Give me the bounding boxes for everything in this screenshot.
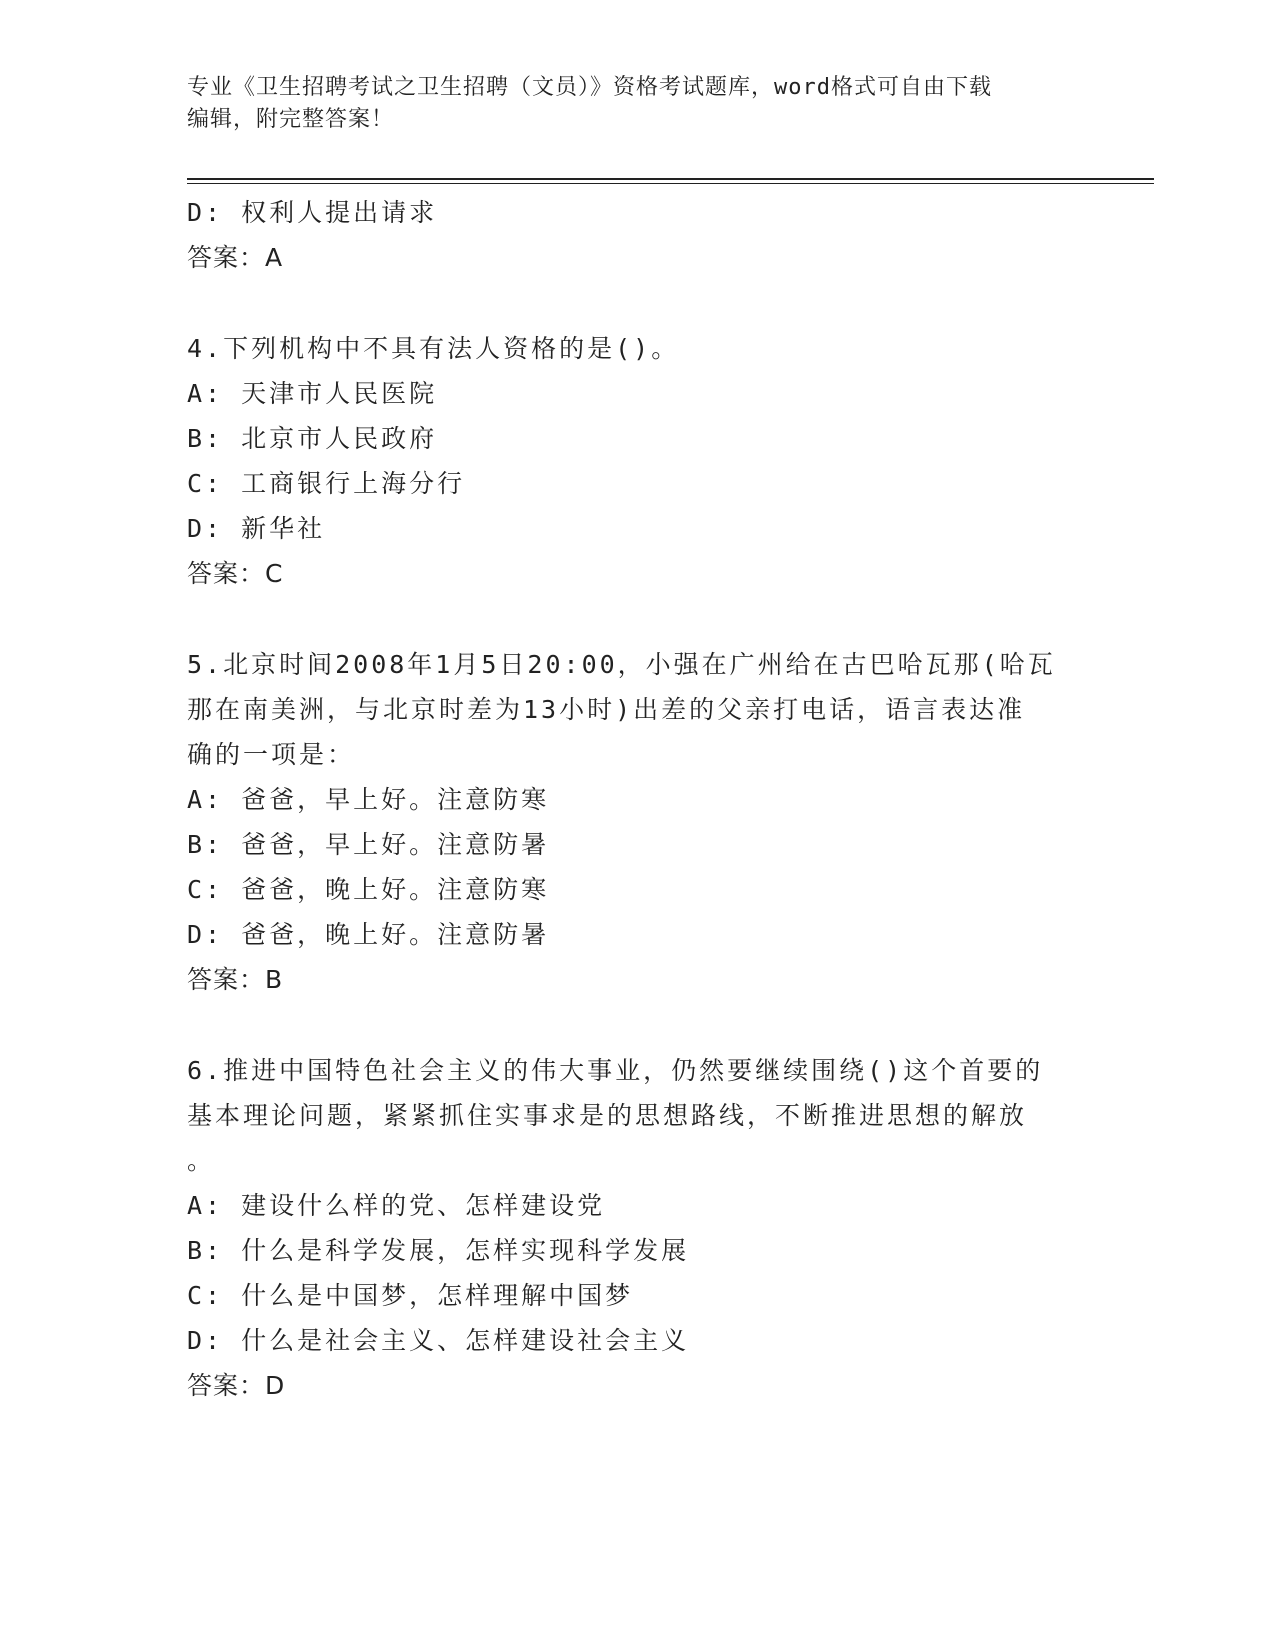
option-c: C: 什么是中国梦，怎样理解中国梦 bbox=[187, 1281, 634, 1310]
option-a: A: 爸爸，早上好。注意防寒 bbox=[187, 785, 550, 814]
header-line-2: 编辑，附完整答案！ bbox=[187, 107, 395, 132]
stem-line-2: 那在南美洲，与北京时差为13小时)出差的父亲打电话，语言表达准 bbox=[187, 695, 1026, 724]
option-c: C: 工商银行上海分行 bbox=[187, 469, 466, 498]
question-6 bbox=[187, 1048, 1087, 1408]
option-d: D: 新华社 bbox=[187, 514, 326, 543]
stem-line-3: 确的一项是： bbox=[187, 740, 356, 769]
option-d: D: 什么是社会主义、怎样建设社会主义 bbox=[187, 1326, 690, 1355]
option-b: B: 爸爸，早上好。注意防暑 bbox=[187, 830, 550, 859]
question-list bbox=[187, 190, 1087, 1408]
stem-line-2: 基本理论问题，紧紧抓住实事求是的思想路线，不断推进思想的解放 bbox=[187, 1101, 1028, 1130]
option-d: D: 爸爸，晚上好。注意防暑 bbox=[187, 920, 550, 949]
document-header bbox=[187, 72, 1067, 136]
option-b: B: 什么是科学发展，怎样实现科学发展 bbox=[187, 1236, 690, 1265]
answer-line: 答案：A bbox=[187, 243, 284, 272]
option-a: A: 天津市人民医院 bbox=[187, 379, 438, 408]
question-3-tail bbox=[187, 190, 1087, 280]
question-4 bbox=[187, 326, 1087, 596]
question-stem bbox=[187, 642, 1067, 777]
header-divider-thin bbox=[187, 183, 1154, 184]
header-divider-thick bbox=[187, 178, 1154, 180]
answer-line: 答案：C bbox=[187, 559, 284, 588]
option-c: C: 爸爸，晚上好。注意防寒 bbox=[187, 875, 550, 904]
question-stem bbox=[187, 1048, 1067, 1183]
header-line-1: 专业《卫生招聘考试之卫生招聘（文员）》资格考试题库，word格式可自由下载 bbox=[187, 75, 992, 100]
question-5 bbox=[187, 642, 1087, 1002]
answer-line: 答案：D bbox=[187, 1371, 286, 1400]
option-a: A: 建设什么样的党、怎样建设党 bbox=[187, 1191, 606, 1220]
question-stem: 4.下列机构中不具有法人资格的是()。 bbox=[187, 334, 680, 363]
answer-line: 答案：B bbox=[187, 965, 284, 994]
stem-line-1: 6.推进中国特色社会主义的伟大事业，仍然要继续围绕()这个首要的 bbox=[187, 1056, 1044, 1085]
stem-line-3: 。 bbox=[187, 1146, 216, 1175]
option-b: B: 北京市人民政府 bbox=[187, 424, 438, 453]
stem-line-1: 5.北京时间2008年1月5日20:00，小强在广州给在古巴哈瓦那(哈瓦 bbox=[187, 650, 1056, 679]
option-d: D: 权利人提出请求 bbox=[187, 198, 438, 227]
